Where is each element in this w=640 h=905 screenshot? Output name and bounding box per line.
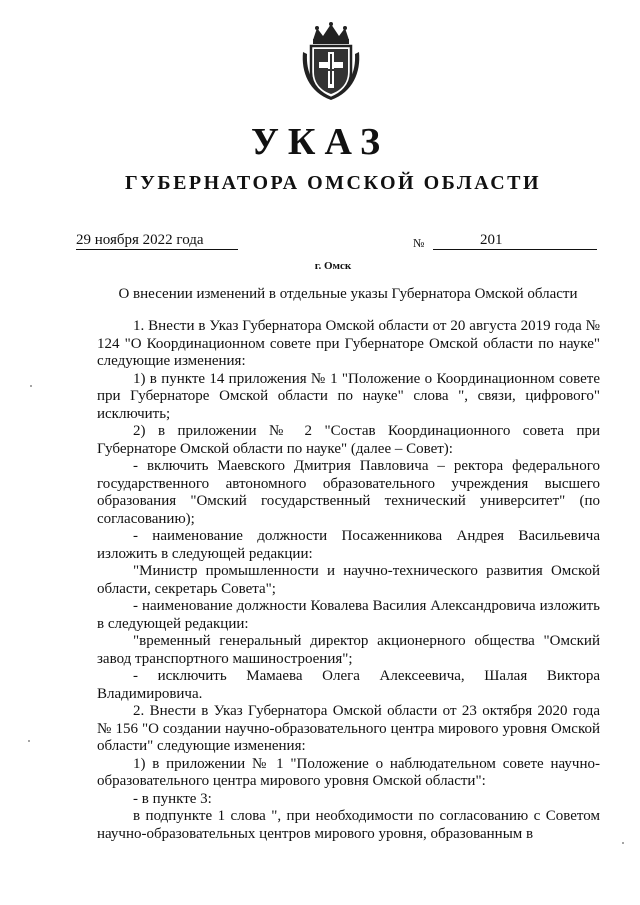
paragraph: - в пункте 3: bbox=[133, 790, 212, 807]
paragraph: - исключить Мамаева Олега Алексеевича, Шалая Виктора Владимировича. bbox=[97, 668, 600, 702]
document-number: 201 bbox=[480, 232, 503, 248]
paragraph: 1) в приложении № 1 "Положение о наблюдательном совете научно-образовательного центра мирового уровня Омской области": bbox=[97, 755, 600, 789]
paragraph: "временный генеральный директор акционерного общества "Омский завод транспортного машиностроения"; bbox=[97, 633, 600, 667]
scan-speck bbox=[30, 385, 32, 387]
number-sign: № bbox=[413, 236, 425, 250]
paragraph: - наименование должности Ковалева Василия Александровича изложить в следующей редакции: bbox=[97, 598, 600, 632]
paragraph: в подпункте 1 слова ", при необходимости по согласованию с Советом научно-образовательных центров мирового уровня, образованным в bbox=[97, 808, 600, 842]
omsk-coat-of-arms-icon bbox=[299, 22, 363, 102]
scan-speck bbox=[28, 740, 30, 742]
paragraph: - включить Маевского Дмитрия Павловича – ректора федерального государственного автономного образовательного учреждения высшего образования "Омский государственный технический университет" (по согласованию); bbox=[97, 458, 600, 527]
document-subtitle: ГУБЕРНАТОРА ОМСКОЙ ОБЛАСТИ bbox=[124, 172, 542, 194]
document-heading: О внесении изменений в отдельные указы Губернатора Омской области bbox=[118, 286, 578, 302]
document-number-field bbox=[433, 231, 597, 250]
paragraph: 2) в приложении № 2 "Состав Координационного совета при Губернаторе Омской области по науке" (далее – Совет): bbox=[97, 423, 600, 457]
scan-speck bbox=[622, 842, 624, 844]
paragraph: 1) в пункте 14 приложения № 1 "Положение о Координационном совете при Губернаторе Омской области по науке" слова ", связи, цифрового" исключить; bbox=[97, 370, 600, 422]
paragraph: 1. Внести в Указ Губернатора Омской области от 20 августа 2019 года № 124 "О Координационном совете при Губернаторе Омской области по науке" следующие изменения: bbox=[97, 318, 600, 369]
document-city: г. Омск bbox=[314, 260, 352, 272]
document-body bbox=[97, 318, 600, 843]
document-title: УКАЗ bbox=[251, 121, 389, 163]
paragraph: "Министр промышленности и научно-технического развития Омской области, секретарь Совета"; bbox=[97, 563, 600, 597]
paragraph: 2. Внести в Указ Губернатора Омской области от 23 октября 2020 года № 156 "О создании научно-образовательного центра мирового уровня Омской области" следующие изменения: bbox=[97, 703, 600, 754]
document-date: 29 ноября 2022 года bbox=[76, 231, 238, 250]
paragraph: - наименование должности Посаженникова Андрея Васильевича изложить в следующей редакции: bbox=[97, 528, 600, 562]
